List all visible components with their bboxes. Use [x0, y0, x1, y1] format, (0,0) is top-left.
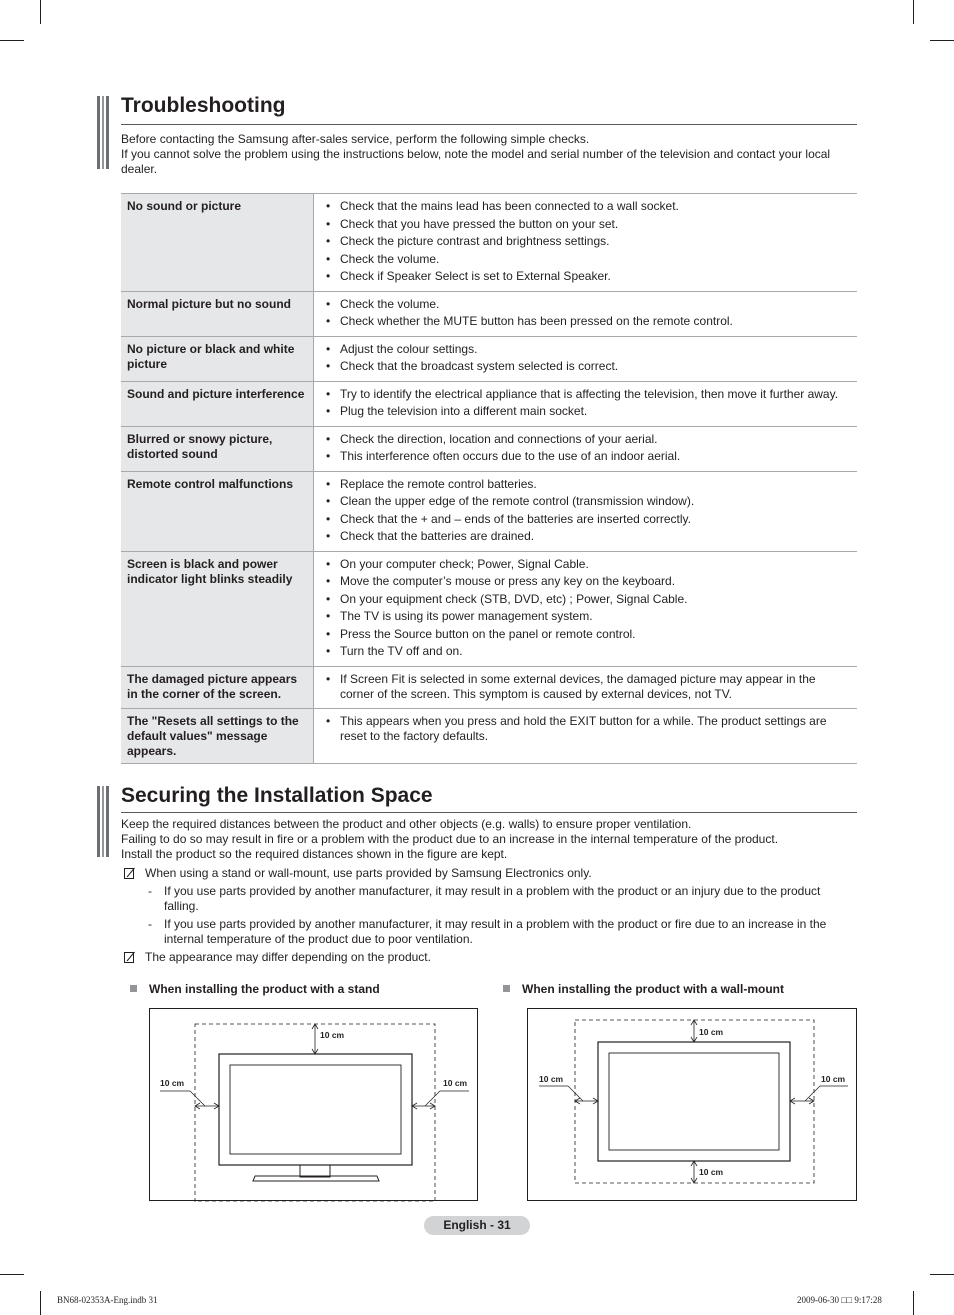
- solution-item: • On your equipment check (STB, DVD, etc) ; Power, Signal Cable.: [324, 592, 851, 607]
- table-row: [121, 709, 857, 764]
- note-text: When using a stand or wall-mount, use parts provided by Samsung Electronics only.: [145, 866, 592, 880]
- troubleshooting-table: [121, 193, 857, 764]
- left-distance-label: 10 cm: [539, 1074, 564, 1084]
- solution-item: • Check that the broadcast system selected is correct.: [324, 359, 851, 374]
- solution-item: • Check that the + and – ends of the batteries are inserted correctly.: [324, 512, 851, 527]
- tv-frame: [598, 1042, 790, 1161]
- stand-figure: [149, 1008, 478, 1201]
- print-slug-right: 2009-06-30 □□ 9:17:28: [797, 1295, 882, 1305]
- tv-screen: [230, 1065, 401, 1154]
- tv-stand-neck: [300, 1165, 330, 1177]
- left-distance-label: 10 cm: [160, 1078, 185, 1088]
- solution-item: • Check if Speaker Select is set to External Speaker.: [324, 269, 851, 284]
- solution-cell: [314, 709, 858, 764]
- wall-mount-figure: [527, 1008, 857, 1201]
- troubleshooting-intro: [121, 132, 851, 177]
- solution-item: • Check the volume.: [324, 297, 851, 312]
- solution-item: • Check that the batteries are drained.: [324, 529, 851, 544]
- solution-item: • Check the volume.: [324, 252, 851, 267]
- solution-item: • Check that the mains lead has been connected to a wall socket.: [324, 199, 851, 214]
- problem-cell: Normal picture but no sound: [121, 291, 314, 336]
- crop-mark: [930, 1274, 954, 1275]
- square-bullet-icon: [503, 985, 510, 992]
- problem-cell: Sound and picture interference: [121, 381, 314, 426]
- right-distance-label: 10 cm: [443, 1078, 468, 1088]
- title-rule: [121, 812, 857, 813]
- dash-text: If you use parts provided by another manufacturer, it may result in a problem with the product or fire due to an increase in the internal temperature of the product due to poor ventilation.: [164, 917, 827, 946]
- solution-cell: [314, 551, 858, 666]
- solution-item: • Try to identify the electrical appliance that is affecting the television, then move it further away.: [324, 387, 851, 402]
- solution-item: • Press the Source button on the panel or remote control.: [324, 627, 851, 642]
- problem-cell: Remote control malfunctions: [121, 471, 314, 551]
- clearance-outline: [575, 1020, 814, 1183]
- solution-cell: [314, 426, 858, 471]
- solution-item: • Check that you have pressed the button on your set.: [324, 217, 851, 232]
- solution-item: • This interference often occurs due to the use of an indoor aerial.: [324, 449, 851, 464]
- crop-mark: [0, 1274, 24, 1275]
- intro-line: Install the product so the required distances shown in the figure are kept.: [121, 847, 508, 861]
- wall-mount-diagram: [528, 1009, 858, 1202]
- table-row: [121, 194, 857, 292]
- note: [121, 866, 851, 881]
- fig-wall-heading: [503, 982, 784, 996]
- intro-line: If you cannot solve the problem using the instructions below, note the model and serial number of the television and contact your local dealer.: [121, 147, 831, 176]
- print-slug-left: BN68-02353A-Eng.indb 31: [57, 1295, 158, 1305]
- crop-mark: [40, 0, 41, 24]
- table-row: [121, 336, 857, 381]
- intro-line: Failing to do so may result in fire or a problem with the product due to an increase in the internal temperature of the product.: [121, 832, 779, 846]
- table-row: [121, 426, 857, 471]
- intro-line: Keep the required distances between the product and other objects (e.g. walls) to ensure proper ventilation.: [121, 817, 692, 831]
- solution-item: • Adjust the colour settings.: [324, 342, 851, 357]
- solution-cell: [314, 471, 858, 551]
- dash-item: [121, 884, 851, 914]
- problem-cell: No picture or black and white picture: [121, 336, 314, 381]
- solution-cell: [314, 381, 858, 426]
- solution-item: • Check whether the MUTE button has been pressed on the remote control.: [324, 314, 851, 329]
- problem-cell: Screen is black and power indicator light blinks steadily: [121, 551, 314, 666]
- problem-cell: The "Resets all settings to the default values" message appears.: [121, 709, 314, 764]
- solution-cell: [314, 291, 858, 336]
- solution-item: • Replace the remote control batteries.: [324, 477, 851, 492]
- crop-mark: [913, 1291, 914, 1315]
- solution-cell: [314, 666, 858, 709]
- notes: [121, 866, 851, 968]
- solution-item: • Clean the upper edge of the remote control (transmission window).: [324, 494, 851, 509]
- solution-item: • Turn the TV off and on.: [324, 644, 851, 659]
- solution-cell: [314, 336, 858, 381]
- solution-item: • Move the computer’s mouse or press any key on the keyboard.: [324, 574, 851, 589]
- dash-mark: -: [148, 917, 152, 931]
- tv-screen: [609, 1053, 779, 1150]
- crop-mark: [0, 40, 24, 41]
- fig-stand-heading: [130, 982, 380, 996]
- table-row: [121, 291, 857, 336]
- section-marker: [97, 786, 109, 857]
- solution-item: • The TV is using its power management system.: [324, 609, 851, 624]
- solution-item: • If Screen Fit is selected in some external devices, the damaged picture may appear in the corner of the screen. This symptom is caused by external devices, not TV.: [324, 672, 851, 702]
- problem-cell: Blurred or snowy picture, distorted sound: [121, 426, 314, 471]
- page-number: English - 31: [424, 1216, 530, 1235]
- crop-mark: [930, 40, 954, 41]
- solution-item: • Check the picture contrast and brightness settings.: [324, 234, 851, 249]
- tv-frame: [219, 1054, 412, 1165]
- problem-cell: No sound or picture: [121, 194, 314, 292]
- dash-text: If you use parts provided by another manufacturer, it may result in a problem with the product or an injury due to the product falling.: [164, 884, 821, 913]
- table-row: [121, 471, 857, 551]
- bottom-distance-label: 10 cm: [699, 1167, 724, 1177]
- installation-title: Securing the Installation Space: [121, 784, 433, 807]
- top-distance-label: 10 cm: [699, 1027, 724, 1037]
- right-distance-label: 10 cm: [821, 1074, 846, 1084]
- note-icon: [123, 951, 136, 964]
- note-text: The appearance may differ depending on the product.: [145, 950, 431, 964]
- note-icon: [123, 867, 136, 880]
- title-rule: [121, 124, 857, 125]
- section-marker: [97, 96, 109, 169]
- square-bullet-icon: [130, 985, 137, 992]
- left-leader: [539, 1086, 583, 1101]
- stand-diagram: [150, 1009, 479, 1202]
- solution-item: • On your computer check; Power, Signal Cable.: [324, 557, 851, 572]
- crop-mark: [40, 1291, 41, 1315]
- fig-stand-title: When installing the product with a stand: [149, 982, 380, 996]
- solution-item: • Check the direction, location and connections of your aerial.: [324, 432, 851, 447]
- table-row: [121, 381, 857, 426]
- intro-line: Before contacting the Samsung after-sales service, perform the following simple checks.: [121, 132, 590, 146]
- installation-intro: [121, 817, 851, 862]
- dash-item: [121, 917, 851, 947]
- problem-cell: The damaged picture appears in the corner of the screen.: [121, 666, 314, 709]
- table-row: [121, 551, 857, 666]
- solution-item: • This appears when you press and hold the EXIT button for a while. The product settings are reset to the factory defaults.: [324, 714, 851, 744]
- top-distance-label: 10 cm: [320, 1030, 345, 1040]
- solution-item: • Plug the television into a different main socket.: [324, 404, 851, 419]
- dash-mark: -: [148, 884, 152, 898]
- note: [121, 950, 851, 965]
- fig-wall-title: When installing the product with a wall-mount: [522, 982, 784, 996]
- solution-cell: [314, 194, 858, 292]
- right-leader: [805, 1086, 848, 1101]
- troubleshooting-title: Troubleshooting: [121, 94, 286, 117]
- table-row: [121, 666, 857, 709]
- crop-mark: [913, 0, 914, 24]
